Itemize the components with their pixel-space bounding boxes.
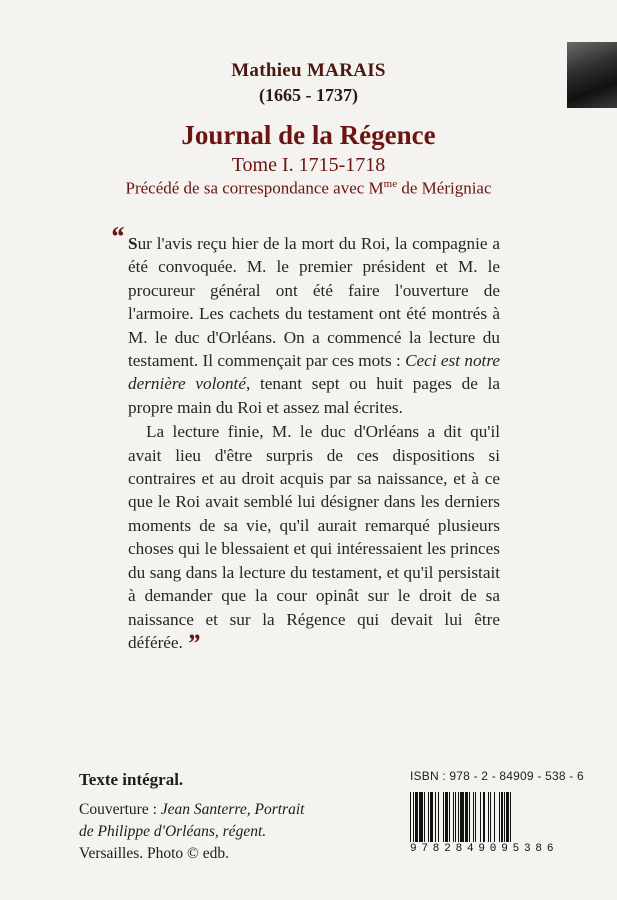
barcode-bars (410, 792, 562, 842)
barcode-digits: 9782849095386 (410, 843, 559, 855)
volume-label: Tome I. 1715-1718 (231, 154, 386, 176)
subtitle (0, 178, 617, 199)
author-block (0, 60, 617, 106)
excerpt-p1-end: , tenant sept ou huit pages de la propre main du Roi et assez mal écrites. (128, 374, 500, 417)
credits-italic: Jean Santerre, Portrait de Philippe d'Orléans, régent. (79, 801, 305, 840)
drop-letter: S (128, 234, 138, 253)
subtitle-after: de Mérigniac (397, 178, 492, 198)
author-dates: (1665 - 1737) (259, 85, 358, 105)
subtitle-superscript: me (383, 178, 398, 190)
excerpt-quote (110, 222, 500, 658)
credits-label: Couverture : (79, 801, 161, 818)
excerpt-paragraph-2 (128, 420, 500, 658)
barcode-bar (511, 792, 514, 842)
texte-integral: Texte intégral. (79, 770, 184, 789)
subtitle-before: Précédé de sa correspondance avec M (125, 178, 384, 198)
cover-credits (79, 799, 309, 865)
open-quote-mark: “ (110, 222, 124, 253)
book-title: Journal de la Régence (181, 120, 436, 150)
excerpt-paragraph-1 (128, 232, 500, 419)
excerpt-p2-text: La lecture finie, M. le duc d'Orléans a dit qu'il avait lieu d'être surpris de ces dispositions si contraires et au droit acquis par sa naissance, et à ce que le Roi avait semblé lui désigner dans les derniers moments de sa vie, qu'il aurait remarqué plusieurs choses qui le blessaient et qui intéressaient les princes du sang dans la lecture du testament, et qu'il persistait à demander que la cour opinât sur le droit de sa naissance et sur la Régence qui devait lui être déférée. (128, 422, 500, 652)
close-quote-mark: ” (186, 628, 200, 658)
excerpt-p1-text: ur l'avis reçu hier de la mort du Roi, la compagnie a été convoquée. M. le premier président et M. le procureur général ont été faire l'ouverture de l'armoire. Les cachets du testament ont été montrés à M. le duc d'Orléans. On a commencé la lecture du testament. Il commençait par ces mots : (128, 234, 500, 371)
excerpt-p1-italic: Ceci est notre dernière volonté (128, 351, 500, 394)
isbn-label: ISBN : 978 - 2 - 84909 - 538 - 6 (410, 769, 584, 783)
credits-after: Versailles. Photo © edb. (79, 845, 229, 862)
barcode (410, 792, 562, 854)
author-name: Mathieu MARAIS (231, 60, 386, 81)
